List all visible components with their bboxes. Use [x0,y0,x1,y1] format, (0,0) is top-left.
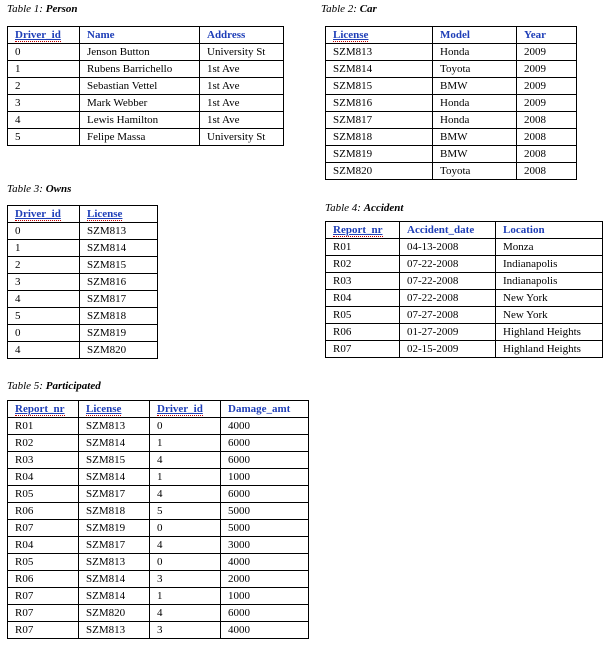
table-cell: 0 [150,520,221,537]
accident-table-block [325,202,603,358]
table-row [8,61,284,78]
column-header-label: Year [524,29,546,41]
table-cell: R04 [326,290,400,307]
table-cell: R07 [8,520,79,537]
table-row [8,95,284,112]
column-header-label: Damage_amt [228,403,291,415]
table-row [8,571,309,588]
table-cell: 3 [150,622,221,639]
table-cell: 02-15-2009 [400,341,496,358]
table-row [8,469,309,486]
table-row [326,290,603,307]
table-row [326,163,577,180]
table-cell: R03 [326,273,400,290]
table-cell: 2 [8,78,80,95]
table-row [8,112,284,129]
table-cell: 2008 [517,146,577,163]
header-row [8,206,158,223]
table-cell: 6000 [221,452,309,469]
table-cell: R04 [8,537,79,554]
table-cell: 1 [150,469,221,486]
table-cell: Lewis Hamilton [80,112,200,129]
table-cell: SZM813 [79,622,150,639]
table-cell: 0 [8,325,80,342]
column-header [200,27,284,44]
table-cell: R07 [8,605,79,622]
table-cell: Sebastian Vettel [80,78,200,95]
table-cell: 2000 [221,571,309,588]
table-cell: 4000 [221,418,309,435]
table-row [326,112,577,129]
table-cell: 2009 [517,61,577,78]
table-cell: SZM814 [326,61,433,78]
table-cell: 5 [8,308,80,325]
header-row [326,27,577,44]
table-cell: Indianapolis [496,256,603,273]
table-cell: Highland Heights [496,324,603,341]
column-header-label: License [86,403,122,415]
table-cell: 1st Ave [200,78,284,95]
table-cell: SZM819 [326,146,433,163]
table-cell: 3 [8,274,80,291]
table-cell: Honda [433,44,517,61]
column-header-label: Report_nr [333,224,383,236]
table-caption: Table 4: Accident [325,202,404,214]
table-cell: BMW [433,129,517,146]
table-cell: Mark Webber [80,95,200,112]
table-row [326,61,577,78]
table-row [326,78,577,95]
column-header [80,27,200,44]
table-cell: 5000 [221,520,309,537]
car-table [325,26,577,180]
table-row [8,223,158,240]
table-caption: Table 2: Car [321,3,377,15]
table-row [8,554,309,571]
table-cell: SZM813 [79,418,150,435]
owns-table-block [7,183,158,359]
table-cell: 0 [8,223,80,240]
table-cell: SZM818 [79,503,150,520]
column-header [496,222,603,239]
table-cell: 07-22-2008 [400,290,496,307]
table-cell: 3 [150,571,221,588]
table-cell: New York [496,290,603,307]
table-cell: R06 [326,324,400,341]
table-cell: R02 [326,256,400,273]
table-row [8,520,309,537]
table-row [8,622,309,639]
table-cell: 3 [8,95,80,112]
header-row [326,222,603,239]
table-cell: 5 [150,503,221,520]
table-row [8,452,309,469]
owns-table [7,205,158,359]
table-cell: 4 [8,112,80,129]
table-cell: 2008 [517,163,577,180]
table-row [8,44,284,61]
table-cell: SZM814 [79,588,150,605]
table-row [8,537,309,554]
table-cell: 6000 [221,486,309,503]
table-cell: SZM820 [326,163,433,180]
table-cell: R01 [326,239,400,256]
table-cell: Toyota [433,163,517,180]
table-cell: 2009 [517,44,577,61]
table-caption: Table 3: Owns [7,183,72,195]
column-header-label: License [87,208,123,220]
table-cell: R07 [326,341,400,358]
table-row [8,325,158,342]
table-row [8,78,284,95]
column-header-label: Driver_id [15,29,61,41]
table-cell: 01-27-2009 [400,324,496,341]
table-cell: 0 [150,418,221,435]
table-cell: 6000 [221,605,309,622]
table-cell: Honda [433,95,517,112]
table-cell: 4 [150,537,221,554]
column-header-label: Driver_id [157,403,203,415]
table-cell: 2008 [517,112,577,129]
table-row [326,307,603,324]
table-row [8,503,309,520]
column-header-label: License [333,29,369,41]
table-cell: 4000 [221,554,309,571]
table-row [8,308,158,325]
table-cell: BMW [433,78,517,95]
column-header-label: Report_nr [15,403,65,415]
table-cell: SZM817 [326,112,433,129]
person-table-block [7,3,284,146]
table-row [326,239,603,256]
table-cell: 4 [150,605,221,622]
table-cell: SZM815 [80,257,158,274]
table-row [8,274,158,291]
table-cell: 1 [150,435,221,452]
table-row [326,95,577,112]
table-cell: 07-27-2008 [400,307,496,324]
table-cell: SZM813 [79,554,150,571]
table-cell: University St [200,129,284,146]
column-header-label: Accident_date [407,224,475,236]
table-cell: SZM820 [79,605,150,622]
table-row [326,146,577,163]
accident-table [325,221,603,358]
table-row [8,605,309,622]
table-row [326,341,603,358]
table-cell: 3000 [221,537,309,554]
participated-table-block [7,380,309,639]
header-row [8,27,284,44]
table-cell: Toyota [433,61,517,78]
table-cell: 1 [150,588,221,605]
table-cell: 5 [8,129,80,146]
table-cell: 4 [8,342,80,359]
table-row [8,240,158,257]
column-header-label: Driver_id [15,208,61,220]
table-cell: 2009 [517,78,577,95]
table-cell: R01 [8,418,79,435]
table-caption: Table 1: Person [7,3,78,15]
table-row [8,588,309,605]
table-cell: 0 [8,44,80,61]
table-cell: 4 [8,291,80,308]
table-cell: R07 [8,622,79,639]
table-cell: SZM819 [79,520,150,537]
column-header [517,27,577,44]
table-cell: SZM815 [326,78,433,95]
table-cell: SZM817 [79,486,150,503]
table-cell: R05 [8,554,79,571]
table-cell: BMW [433,146,517,163]
table-cell: New York [496,307,603,324]
table-cell: 2009 [517,95,577,112]
table-cell: SZM818 [326,129,433,146]
table-cell: SZM814 [79,469,150,486]
column-header [326,27,433,44]
column-header-label: Address [207,29,246,41]
table-row [8,257,158,274]
column-header [221,401,309,418]
column-header [79,401,150,418]
table-cell: R05 [8,486,79,503]
table-cell: 07-22-2008 [400,256,496,273]
table-cell: 2 [8,257,80,274]
column-header [8,27,80,44]
table-cell: Honda [433,112,517,129]
table-cell: Monza [496,239,603,256]
table-cell: 2008 [517,129,577,146]
table-cell: SZM813 [326,44,433,61]
table-row [326,324,603,341]
table-cell: 0 [150,554,221,571]
table-cell: Highland Heights [496,341,603,358]
table-cell: 1st Ave [200,112,284,129]
table-row [8,291,158,308]
table-cell: 4000 [221,622,309,639]
table-cell: 07-22-2008 [400,273,496,290]
table-row [326,273,603,290]
car-table-block [321,3,577,180]
table-cell: SZM820 [80,342,158,359]
table-cell: 1 [8,61,80,78]
table-cell: R02 [8,435,79,452]
table-cell: SZM814 [79,571,150,588]
table-cell: SZM818 [80,308,158,325]
column-header-label: Model [440,29,470,41]
participated-table [7,400,309,639]
table-row [8,129,284,146]
table-caption: Table 5: Participated [7,380,101,392]
table-row [326,129,577,146]
column-header [326,222,400,239]
table-cell: R06 [8,571,79,588]
table-cell: SZM819 [80,325,158,342]
table-cell: SZM817 [80,291,158,308]
table-cell: R06 [8,503,79,520]
table-row [326,256,603,273]
table-cell: 4 [150,452,221,469]
table-cell: SZM817 [79,537,150,554]
table-row [8,435,309,452]
column-header [80,206,158,223]
table-cell: SZM814 [79,435,150,452]
column-header-label: Name [87,29,115,41]
table-cell: R03 [8,452,79,469]
person-table [7,26,284,146]
table-cell: Felipe Massa [80,129,200,146]
column-header [150,401,221,418]
header-row [8,401,309,418]
table-cell: 4 [150,486,221,503]
table-cell: 1000 [221,469,309,486]
table-cell: 1 [8,240,80,257]
column-header [433,27,517,44]
table-row [8,486,309,503]
table-cell: 6000 [221,435,309,452]
table-cell: SZM815 [79,452,150,469]
table-row [8,418,309,435]
table-row [8,342,158,359]
table-cell: Indianapolis [496,273,603,290]
column-header [400,222,496,239]
table-cell: SZM816 [80,274,158,291]
table-cell: 1st Ave [200,61,284,78]
table-cell: R07 [8,588,79,605]
table-cell: University St [200,44,284,61]
table-cell: SZM816 [326,95,433,112]
column-header-label: Location [503,224,545,236]
table-cell: R05 [326,307,400,324]
table-cell: 1000 [221,588,309,605]
table-cell: SZM813 [80,223,158,240]
table-cell: 1st Ave [200,95,284,112]
table-cell: R04 [8,469,79,486]
table-cell: 04-13-2008 [400,239,496,256]
table-cell: 5000 [221,503,309,520]
table-cell: SZM814 [80,240,158,257]
table-cell: Rubens Barrichello [80,61,200,78]
table-row [326,44,577,61]
column-header [8,206,80,223]
column-header [8,401,79,418]
table-cell: Jenson Button [80,44,200,61]
